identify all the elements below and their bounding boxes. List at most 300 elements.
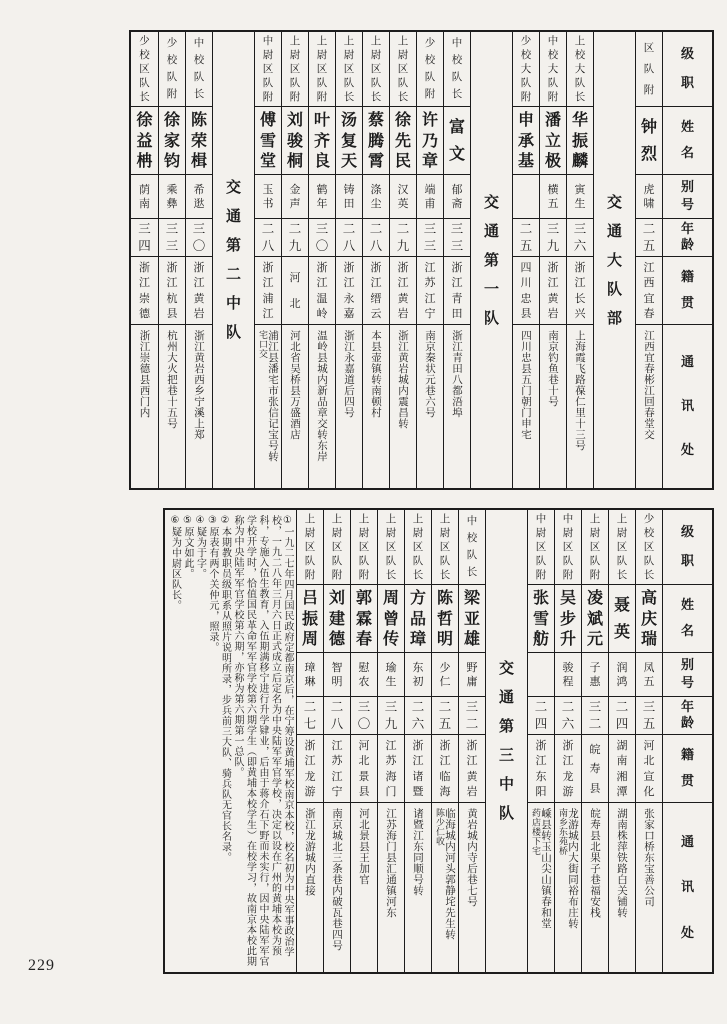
native-cell xyxy=(636,734,662,802)
rank-cell xyxy=(378,510,404,584)
rank-text: 上 尉 区 队 长 xyxy=(616,512,628,581)
name-cell xyxy=(636,584,662,652)
age-text: 三 三 xyxy=(450,221,464,253)
alias-text: 凤 五 xyxy=(643,661,655,688)
person-column xyxy=(158,32,185,488)
header-name-label: 姓 名 xyxy=(680,597,694,640)
name-text: 吴 步 升 xyxy=(559,587,576,649)
address-text xyxy=(331,803,343,972)
native-text: 浙 江 缙 云 xyxy=(370,260,382,321)
age-cell xyxy=(309,218,335,256)
address-cell xyxy=(131,324,158,488)
address-cell xyxy=(405,802,431,972)
address-text xyxy=(643,325,655,488)
name-cell xyxy=(351,584,377,652)
age-cell xyxy=(159,218,185,256)
address-main: 诸暨江东同顺号转 xyxy=(412,808,424,896)
name-text: 徐 家 钧 xyxy=(163,109,180,171)
person-column xyxy=(416,32,443,488)
alias-text: 骏 程 xyxy=(562,661,574,688)
address-main: 南京城北三条巷内破瓦巷四号 xyxy=(331,808,343,951)
rank-text: 上 尉 区 队 长 xyxy=(385,512,397,581)
alias-text: 润 鸿 xyxy=(616,661,628,688)
age-cell xyxy=(363,218,389,256)
native-cell xyxy=(363,256,389,324)
rank-cell xyxy=(636,510,662,584)
rank-cell xyxy=(390,32,416,106)
footnote: ④疑为于字。 xyxy=(194,515,206,579)
age-text: 二 四 xyxy=(615,699,629,731)
alias-text: 玉 书 xyxy=(262,183,274,210)
address-cell xyxy=(186,324,212,488)
alias-text: 少 仁 xyxy=(439,661,451,688)
footnotes xyxy=(165,510,296,972)
age-cell xyxy=(528,696,554,734)
alias-cell xyxy=(636,652,662,696)
native-cell xyxy=(636,256,662,324)
footnote: ②本期教职员级职系从照片说明所录，步兵前三大队、骑兵队无官长名录。 xyxy=(219,515,231,863)
native-cell xyxy=(255,256,281,324)
rank-text: 少 校 区 队 长 xyxy=(643,512,655,581)
address-main: 临海城内河头郭静垞先生转 xyxy=(444,808,456,940)
address-text xyxy=(370,325,382,488)
age-text: 二 八 xyxy=(342,221,356,253)
alias-text: 子 惠 xyxy=(589,661,601,688)
rank-cell xyxy=(636,32,662,106)
age-text: 二 九 xyxy=(396,221,410,253)
header-name-cell xyxy=(663,106,712,174)
rank-text: 上 尉 区 队 长 xyxy=(412,512,424,581)
age-cell xyxy=(378,696,404,734)
native-cell xyxy=(513,256,539,324)
alias-cell xyxy=(131,174,158,218)
age-cell xyxy=(609,696,635,734)
header-age-label: 年 龄 xyxy=(680,699,694,732)
rank-text: 上 尉 区 队 附 xyxy=(358,512,370,581)
name-cell xyxy=(513,106,539,174)
header-alias-label: 别 号 xyxy=(680,657,694,692)
address-main: 张家口桥东宝善公司 xyxy=(643,808,655,907)
address-main: 南京秦状元巷六号 xyxy=(424,330,436,418)
native-text: 浙 江 杭 县 xyxy=(166,260,178,321)
address-cell xyxy=(555,802,581,972)
address-main: 浙江龙游城内直接 xyxy=(304,808,316,896)
native-cell xyxy=(444,256,470,324)
address-main: 浙江永嘉道后四号 xyxy=(343,330,355,418)
alias-cell xyxy=(186,174,212,218)
alias-cell xyxy=(528,652,554,696)
name-cell xyxy=(444,106,470,174)
name-cell xyxy=(540,106,566,174)
header-age-cell xyxy=(663,696,712,734)
rank-text: 上 尉 区 队 附 xyxy=(304,512,316,581)
rank-text: 上 尉 区 队 长 xyxy=(397,34,409,103)
rank-cell xyxy=(131,32,158,106)
native-cell xyxy=(528,734,554,802)
native-text: 湖 南 湘 潭 xyxy=(616,738,628,799)
rank-text: 上 尉 区 队 附 xyxy=(589,512,601,581)
name-text: 张 雪 舫 xyxy=(532,587,549,649)
age-text: 三 五 xyxy=(642,699,656,731)
native-cell xyxy=(555,734,581,802)
rank-text: 中 校 大 队 附 xyxy=(547,34,559,103)
address-main: 江苏海门县汇通镇河东 xyxy=(385,808,397,918)
native-text: 浙 江 崇 德 xyxy=(139,260,150,321)
alias-text: 乘 彝 xyxy=(166,183,178,210)
person-column xyxy=(458,510,485,972)
age-text: 三 〇 xyxy=(315,221,329,253)
alias-cell xyxy=(324,652,350,696)
section-cell xyxy=(213,32,254,488)
native-cell xyxy=(567,256,593,324)
name-text: 凌 斌 元 xyxy=(586,587,603,649)
address-main: 浙江黄岩城内震昌转 xyxy=(397,330,409,429)
rank-text: 中 校 队 长 xyxy=(451,37,463,101)
person-column xyxy=(608,510,635,972)
native-cell xyxy=(432,734,458,802)
native-cell xyxy=(297,734,323,802)
name-cell xyxy=(405,584,431,652)
name-text: 聂 英 xyxy=(613,594,630,642)
age-text: 三 六 xyxy=(573,221,587,253)
age-text: 二 六 xyxy=(561,699,575,731)
native-text: 浙 江 黄 岩 xyxy=(466,738,478,799)
address-sub: 宅口交 xyxy=(257,330,267,359)
name-text: 许 乃 章 xyxy=(421,109,438,171)
person-column xyxy=(389,32,416,488)
header-rank-label: 级 职 xyxy=(680,525,694,569)
native-text: 浙 江 永 嘉 xyxy=(343,260,355,321)
rank-cell xyxy=(363,32,389,106)
name-cell xyxy=(309,106,335,174)
age-cell xyxy=(636,696,662,734)
age-cell xyxy=(297,696,323,734)
header-rank-cell xyxy=(663,510,712,584)
header-native-cell xyxy=(663,256,712,324)
name-text: 郭 霖 春 xyxy=(355,587,372,649)
section-column xyxy=(485,510,527,972)
address-main: 温岭县城内新品章交转东岸 xyxy=(316,330,328,462)
name-text: 华 振 麟 xyxy=(571,109,588,171)
header-address-label: 通 讯 处 xyxy=(680,355,694,458)
rank-cell xyxy=(528,510,554,584)
alias-text: 汉 英 xyxy=(397,183,409,210)
rank-text: 上 校 大 队 长 xyxy=(574,34,586,103)
person-column xyxy=(431,510,458,972)
rank-cell xyxy=(459,510,485,584)
rank-cell xyxy=(159,32,185,106)
age-cell xyxy=(351,696,377,734)
native-cell xyxy=(324,734,350,802)
name-cell xyxy=(363,106,389,174)
address-sub: 南乡东苑桥 xyxy=(557,808,567,856)
section-label: 交 通 第 一 队 xyxy=(483,192,499,327)
age-cell xyxy=(282,218,308,256)
name-cell xyxy=(636,106,662,174)
alias-cell xyxy=(255,174,281,218)
age-text: 二 八 xyxy=(261,221,275,253)
address-text xyxy=(316,325,328,488)
name-text: 傅 雪 堂 xyxy=(259,109,276,171)
person-column xyxy=(404,510,431,972)
address-main: 龙游城内大街同裕布庄转 xyxy=(567,808,579,929)
rank-text: 少 校 大 队 附 xyxy=(520,34,532,103)
address-text xyxy=(451,325,463,488)
rank-text: 少 校 区 队 长 xyxy=(139,34,150,103)
native-cell xyxy=(282,256,308,324)
address-text xyxy=(257,325,279,488)
address-main: 河北景县王加官 xyxy=(358,808,370,885)
alias-text: 涤 尘 xyxy=(370,183,382,210)
name-cell xyxy=(282,106,308,174)
age-text: 三 四 xyxy=(138,221,151,253)
age-cell xyxy=(417,218,443,256)
rank-text: 少 校 队 附 xyxy=(424,37,436,101)
footnote: ⑤原文如此。 xyxy=(182,515,193,579)
address-main: 嵊县转玉山尖山镇春和堂 xyxy=(540,808,552,929)
age-text: 三 九 xyxy=(384,699,398,731)
name-text: 潘 立 极 xyxy=(544,109,561,171)
rank-cell xyxy=(555,510,581,584)
age-text: 二 五 xyxy=(519,221,533,253)
native-text: 浙 江 黄 岩 xyxy=(547,260,559,321)
rank-cell xyxy=(282,32,308,106)
address-text xyxy=(424,325,436,488)
rank-cell xyxy=(432,510,458,584)
header-alias-cell xyxy=(663,174,712,218)
name-cell xyxy=(432,584,458,652)
native-cell xyxy=(417,256,443,324)
native-cell xyxy=(351,734,377,802)
footnotes-column xyxy=(165,510,296,972)
rank-cell xyxy=(297,510,323,584)
rank-text: 中 尉 区 队 附 xyxy=(262,34,274,103)
alias-cell xyxy=(417,174,443,218)
age-cell xyxy=(432,696,458,734)
name-cell xyxy=(528,584,554,652)
name-text: 申 承 基 xyxy=(517,109,534,171)
rank-text: 上 尉 区 队 附 xyxy=(289,34,301,103)
alias-text: 野 庸 xyxy=(466,661,478,688)
age-text: 三 三 xyxy=(165,221,179,253)
native-text: 浙 江 黄 岩 xyxy=(193,260,205,321)
person-column xyxy=(362,32,389,488)
header-alias-cell xyxy=(663,652,712,696)
header-alias-label: 别 号 xyxy=(680,179,694,214)
address-text xyxy=(139,325,151,488)
rank-cell xyxy=(255,32,281,106)
name-text: 富 文 xyxy=(448,116,465,164)
address-cell xyxy=(540,324,566,488)
native-text: 浙 江 龙 游 xyxy=(304,738,316,799)
address-main: 湖南株萍铁路白关铺转 xyxy=(616,808,628,918)
rank-cell xyxy=(324,510,350,584)
person-column xyxy=(281,32,308,488)
header-address-cell xyxy=(663,802,712,972)
native-text: 皖 寿 县 xyxy=(589,742,601,795)
name-cell xyxy=(582,584,608,652)
rank-text: 中 尉 区 队 附 xyxy=(535,512,547,581)
native-cell xyxy=(540,256,566,324)
address-main: 黄岩城内寺后巷七号 xyxy=(466,808,478,907)
native-cell xyxy=(459,734,485,802)
name-cell xyxy=(555,584,581,652)
age-cell xyxy=(555,696,581,734)
header-rank-label: 级 职 xyxy=(680,47,694,91)
address-text xyxy=(520,325,532,488)
address-cell xyxy=(636,802,662,972)
name-text: 梁 亚 雄 xyxy=(463,587,480,649)
age-text: 二 八 xyxy=(369,221,383,253)
person-column xyxy=(512,32,539,488)
address-text xyxy=(343,325,355,488)
name-text: 徐 先 民 xyxy=(394,109,411,171)
section-column xyxy=(593,32,635,488)
person-column xyxy=(377,510,404,972)
alias-cell xyxy=(444,174,470,218)
roster-table-top xyxy=(129,30,714,490)
alias-cell xyxy=(582,652,608,696)
header-name-cell xyxy=(663,584,712,652)
address-sub: 药店楼下宅 xyxy=(530,808,540,856)
name-cell xyxy=(390,106,416,174)
person-column xyxy=(323,510,350,972)
age-cell xyxy=(324,696,350,734)
name-text: 陈 哲 明 xyxy=(436,587,453,649)
alias-cell xyxy=(540,174,566,218)
age-cell xyxy=(255,218,281,256)
age-text: 三 二 xyxy=(465,699,479,731)
alias-text: 慰 农 xyxy=(358,661,370,688)
person-column xyxy=(185,32,212,488)
alias-cell xyxy=(513,174,539,218)
native-cell xyxy=(390,256,416,324)
section-column xyxy=(212,32,254,488)
alias-text: 横 五 xyxy=(547,183,559,210)
address-text xyxy=(358,803,370,972)
alias-cell xyxy=(351,652,377,696)
native-text: 浙 江 龙 游 xyxy=(562,738,574,799)
section-column xyxy=(470,32,512,488)
person-column xyxy=(566,32,593,488)
name-cell xyxy=(336,106,362,174)
age-text: 二 六 xyxy=(411,699,425,731)
address-text xyxy=(385,803,397,972)
rank-cell xyxy=(609,510,635,584)
address-cell xyxy=(351,802,377,972)
name-cell xyxy=(609,584,635,652)
age-cell xyxy=(513,218,539,256)
address-text xyxy=(574,325,586,488)
name-text: 方 品 璋 xyxy=(409,587,426,649)
alias-text: 虎 啸 xyxy=(643,183,655,210)
native-text: 四 川 忠 县 xyxy=(520,260,532,321)
age-cell xyxy=(459,696,485,734)
address-main: 四川忠县五门朝门申宅 xyxy=(520,330,532,440)
name-cell xyxy=(378,584,404,652)
address-cell xyxy=(378,802,404,972)
header-address-cell xyxy=(663,324,712,488)
footnote: ⑥疑为中尉区队长。 xyxy=(169,515,181,611)
rank-cell xyxy=(405,510,431,584)
rank-cell xyxy=(309,32,335,106)
roster-table-bottom xyxy=(163,508,714,974)
address-cell xyxy=(309,324,335,488)
alias-cell xyxy=(432,652,458,696)
alias-cell xyxy=(378,652,404,696)
address-text xyxy=(397,325,409,488)
age-cell xyxy=(131,218,158,256)
address-sub: 陈少仁收 xyxy=(434,808,444,846)
rank-text: 少 校 队 附 xyxy=(166,37,178,101)
rank-text: 中 尉 区 队 附 xyxy=(562,512,574,581)
alias-cell xyxy=(159,174,185,218)
age-cell xyxy=(186,218,212,256)
rank-cell xyxy=(351,510,377,584)
name-text: 吕 振 周 xyxy=(301,587,318,649)
rank-cell xyxy=(186,32,212,106)
alias-cell xyxy=(555,652,581,696)
address-main: 浦江县潘宅市张信记宝号转 xyxy=(267,330,279,462)
person-column xyxy=(635,32,662,488)
age-text: 三 〇 xyxy=(192,221,206,253)
name-text: 徐 益 柟 xyxy=(136,109,153,171)
alias-cell xyxy=(297,652,323,696)
person-column xyxy=(335,32,362,488)
person-column xyxy=(254,32,281,488)
native-cell xyxy=(309,256,335,324)
address-cell xyxy=(363,324,389,488)
native-text: 河 北 景 县 xyxy=(358,738,370,799)
rank-text: 中 校 队 长 xyxy=(466,515,478,579)
age-text: 二 五 xyxy=(642,221,656,253)
rank-cell xyxy=(444,32,470,106)
section-cell xyxy=(594,32,635,488)
person-column xyxy=(443,32,470,488)
alias-cell xyxy=(363,174,389,218)
address-main: 本县壶镇转南顿村 xyxy=(370,330,382,418)
name-cell xyxy=(255,106,281,174)
address-cell xyxy=(336,324,362,488)
header-column xyxy=(662,510,712,972)
address-text xyxy=(412,803,424,972)
rank-cell xyxy=(567,32,593,106)
person-column xyxy=(527,510,554,972)
name-text: 钟 烈 xyxy=(640,116,657,164)
name-cell xyxy=(567,106,593,174)
address-cell xyxy=(567,324,593,488)
person-column xyxy=(131,32,158,488)
alias-text: 寅 生 xyxy=(574,183,586,210)
section-cell xyxy=(471,32,512,488)
alias-text: 鹤 年 xyxy=(316,183,328,210)
address-cell xyxy=(459,802,485,972)
alias-text: 铸 田 xyxy=(343,183,355,210)
age-text: 三 九 xyxy=(546,221,560,253)
alias-cell xyxy=(636,174,662,218)
name-text: 周 曾 传 xyxy=(382,587,399,649)
person-column xyxy=(539,32,566,488)
age-text: 二 五 xyxy=(438,699,452,731)
address-main: 杭州大火把巷十五号 xyxy=(166,330,178,429)
alias-text: 金 声 xyxy=(289,183,301,210)
native-text: 浙 江 青 田 xyxy=(451,260,463,321)
address-cell xyxy=(609,802,635,972)
address-text xyxy=(304,803,316,972)
rank-cell xyxy=(417,32,443,106)
address-main: 浙江崇德县西门内 xyxy=(138,330,151,418)
address-main: 皖寿县北果子巷福安栈 xyxy=(589,808,601,918)
